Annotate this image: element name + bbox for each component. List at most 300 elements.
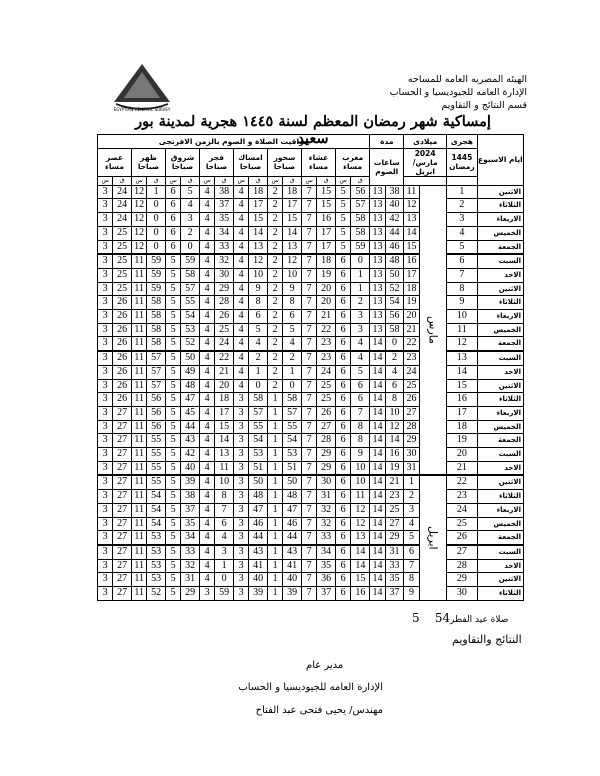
hour-cell: 4 (200, 406, 215, 420)
minute-cell: 15 (249, 213, 268, 227)
hour-cell: 5 (166, 475, 181, 489)
hour-cell: 5 (166, 531, 181, 545)
minute-cell: 0 (147, 226, 166, 240)
hour-cell: 3 (98, 379, 113, 393)
hour-cell: 14 (370, 490, 385, 504)
minute-cell: 20 (317, 282, 336, 296)
minute-cell: 58 (147, 323, 166, 337)
minute-cell: 5 (283, 323, 302, 337)
minute-cell: 44 (181, 420, 200, 434)
hour-cell: 7 (302, 448, 317, 462)
hour-cell: 3 (234, 559, 249, 573)
gregorian-day-cell: 18 (404, 282, 419, 296)
hour-cell: 2 (268, 213, 283, 227)
unit-minute: ق (249, 176, 268, 185)
table-row (98, 337, 524, 351)
minute-cell: 52 (147, 587, 166, 601)
hour-cell: 11 (132, 490, 147, 504)
minute-cell: 23 (317, 351, 336, 365)
weekday-cell: السبت (477, 545, 523, 559)
minute-cell: 27 (113, 461, 132, 475)
minute-cell: 46 (283, 517, 302, 531)
minute-cell: 33 (215, 240, 234, 254)
gregorian-day-cell: 16 (404, 254, 419, 268)
minute-cell: 9 (351, 448, 370, 462)
minute-cell: 26 (113, 365, 132, 379)
minute-cell: 58 (249, 393, 268, 407)
hour-cell: 6 (336, 254, 351, 268)
gregorian-day-cell: 19 (404, 296, 419, 310)
hour-cell: 13 (370, 268, 385, 282)
minute-cell: 49 (181, 365, 200, 379)
hijri-day-cell: 13 (447, 351, 478, 365)
hour-cell: 4 (234, 240, 249, 254)
weekday-cell: الخميس (477, 420, 523, 434)
minute-cell: 59 (147, 282, 166, 296)
hour-cell: 13 (370, 213, 385, 227)
weekday-cell: الثلاثاء (477, 199, 523, 213)
table-row (98, 254, 524, 268)
hour-cell: 3 (234, 434, 249, 448)
hour-cell: 7 (302, 185, 317, 199)
hour-cell: 4 (234, 199, 249, 213)
minute-cell: 1 (283, 365, 302, 379)
hour-cell: 11 (132, 448, 147, 462)
hour-cell: 4 (200, 296, 215, 310)
table-row (98, 199, 524, 213)
minute-cell: 13 (283, 240, 302, 254)
minute-cell: 26 (113, 296, 132, 310)
gregorian-day-cell: 30 (404, 448, 419, 462)
department-name: الإدارة العامه للجيوديسيا و الحساب (238, 682, 383, 693)
hijri-day-cell: 9 (447, 296, 478, 310)
minute-cell: 27 (113, 475, 132, 489)
hour-cell: 11 (132, 323, 147, 337)
minute-cell: 6 (385, 379, 404, 393)
hour-cell: 4 (234, 337, 249, 351)
hour-cell: 3 (98, 559, 113, 573)
hour-cell: 6 (336, 268, 351, 282)
hour-cell: 11 (132, 296, 147, 310)
minute-cell: 31 (181, 573, 200, 587)
minute-cell: 16 (385, 448, 404, 462)
minute-cell: 4 (215, 531, 234, 545)
hour-cell: 3 (234, 448, 249, 462)
hour-cell: 5 (166, 254, 181, 268)
minute-cell: 20 (317, 296, 336, 310)
hour-cell: 13 (370, 199, 385, 213)
minute-cell: 26 (113, 323, 132, 337)
minute-cell: 3 (351, 323, 370, 337)
table-row (98, 448, 524, 462)
hour-cell: 4 (234, 310, 249, 324)
minute-cell: 39 (283, 587, 302, 601)
minute-cell: 4 (249, 337, 268, 351)
hour-cell: 6 (336, 517, 351, 531)
minute-cell: 2 (249, 351, 268, 365)
table-row (98, 587, 524, 601)
minute-cell: 22 (215, 351, 234, 365)
weekday-cell: الخميس (477, 517, 523, 531)
minute-cell: 48 (385, 254, 404, 268)
hijri-day-cell: 14 (447, 365, 478, 379)
minute-cell: 34 (181, 531, 200, 545)
minute-cell: 56 (351, 185, 370, 199)
hour-cell: 1 (268, 531, 283, 545)
minute-cell: 57 (181, 282, 200, 296)
minute-cell: 7 (351, 406, 370, 420)
hour-cell: 3 (98, 268, 113, 282)
hour-cell: 7 (302, 379, 317, 393)
minute-cell: 35 (215, 213, 234, 227)
hour-cell: 3 (234, 545, 249, 559)
table-row (98, 475, 524, 489)
hour-cell: 4 (234, 323, 249, 337)
hour-cell: 14 (370, 503, 385, 517)
table-row (98, 490, 524, 504)
minute-cell: 17 (215, 406, 234, 420)
hour-cell: 5 (166, 393, 181, 407)
weekday-cell: الجمعة (477, 337, 523, 351)
hour-cell: 7 (302, 490, 317, 504)
minute-cell: 50 (249, 475, 268, 489)
minute-cell: 40 (181, 461, 200, 475)
gregorian-day-cell: 31 (404, 461, 419, 475)
minute-cell: 37 (385, 587, 404, 601)
minute-cell: 57 (283, 406, 302, 420)
hour-cell: 14 (370, 434, 385, 448)
hour-cell: 7 (302, 517, 317, 531)
hour-cell: 1 (268, 490, 283, 504)
minute-cell: 14 (385, 434, 404, 448)
hour-cell: 7 (302, 282, 317, 296)
weekday-cell: السبت (477, 448, 523, 462)
minute-cell: 0 (283, 379, 302, 393)
hour-cell: 3 (234, 406, 249, 420)
org-line-2: الإدارة العامه للجيوديسيا و الحساب (389, 87, 527, 98)
hour-cell: 11 (132, 587, 147, 601)
unit-hour: س (98, 176, 113, 185)
weekday-cell: الجمعة (477, 531, 523, 545)
hour-cell: 7 (302, 420, 317, 434)
hour-cell: 2 (268, 185, 283, 199)
minute-cell: 17 (317, 240, 336, 254)
minute-cell: 43 (181, 434, 200, 448)
minute-cell: 12 (283, 254, 302, 268)
minute-cell: 54 (147, 490, 166, 504)
minute-cell: 25 (317, 379, 336, 393)
minute-cell: 59 (351, 240, 370, 254)
minute-cell: 59 (147, 268, 166, 282)
minute-cell: 0 (181, 240, 200, 254)
weekday-cell: الثلاثاء (477, 587, 523, 601)
hour-cell: 11 (132, 461, 147, 475)
weekday-cell: الجمعة (477, 240, 523, 254)
minute-cell: 0 (351, 254, 370, 268)
hour-cell: 12 (132, 213, 147, 227)
minute-cell: 8 (249, 296, 268, 310)
hijri-day-cell: 1 (447, 185, 478, 199)
gregorian-day-cell: 26 (404, 393, 419, 407)
minute-cell: 19 (317, 268, 336, 282)
hour-cell: 1 (268, 545, 283, 559)
hour-cell: 3 (98, 337, 113, 351)
hour-cell: 11 (132, 282, 147, 296)
minute-cell: 44 (385, 226, 404, 240)
minute-cell: 27 (113, 559, 132, 573)
minute-cell: 50 (385, 268, 404, 282)
results-dept: النتائج والتقاويم (452, 633, 522, 646)
minute-cell: 6 (283, 310, 302, 324)
minute-cell: 5 (181, 185, 200, 199)
gregorian-day-cell: 4 (404, 517, 419, 531)
table-row (98, 517, 524, 531)
minute-cell: 42 (385, 213, 404, 227)
org-line-1: الهيئه المصريه العامه للمساحه (407, 74, 527, 85)
hour-cell: 13 (370, 254, 385, 268)
hour-cell: 4 (200, 268, 215, 282)
hour-cell: 11 (132, 434, 147, 448)
minute-cell: 10 (215, 475, 234, 489)
minute-cell: 28 (317, 434, 336, 448)
hour-cell: 3 (98, 490, 113, 504)
table-row (98, 323, 524, 337)
minute-cell: 38 (181, 490, 200, 504)
minute-cell: 55 (147, 475, 166, 489)
hour-cell: 11 (132, 310, 147, 324)
hour-cell: 11 (132, 503, 147, 517)
minute-cell: 51 (249, 461, 268, 475)
minute-cell: 51 (283, 461, 302, 475)
gregorian-day-cell: 2 (404, 490, 419, 504)
hijri-header: هجرى (447, 135, 478, 149)
hour-cell: 5 (166, 282, 181, 296)
hijri-day-cell: 18 (447, 420, 478, 434)
hour-cell: 6 (336, 475, 351, 489)
minute-cell: 0 (147, 240, 166, 254)
hour-cell: 3 (98, 351, 113, 365)
organization-header (327, 73, 527, 112)
minute-cell: 35 (181, 517, 200, 531)
minute-cell: 25 (113, 240, 132, 254)
minute-cell: 56 (147, 393, 166, 407)
minute-cell: 59 (181, 254, 200, 268)
minute-cell: 58 (351, 226, 370, 240)
hour-cell: 6 (336, 503, 351, 517)
authority-logo (102, 58, 182, 114)
maghrib-header: مغرب مساء (336, 148, 370, 176)
hour-cell: 4 (200, 282, 215, 296)
minute-cell: 20 (215, 379, 234, 393)
minute-cell: 34 (317, 545, 336, 559)
minute-cell: 26 (317, 406, 336, 420)
minute-cell: 23 (385, 490, 404, 504)
minute-cell: 53 (249, 448, 268, 462)
table-row (98, 240, 524, 254)
minute-cell: 8 (385, 393, 404, 407)
unit-minute: ق (147, 176, 166, 185)
minute-cell: 52 (385, 282, 404, 296)
hour-cell: 7 (302, 573, 317, 587)
hour-cell: 4 (200, 503, 215, 517)
hijri-day-cell: 19 (447, 434, 478, 448)
minute-cell: 25 (215, 323, 234, 337)
hour-cell: 13 (370, 282, 385, 296)
minute-cell: 25 (113, 282, 132, 296)
minute-cell: 57 (147, 379, 166, 393)
weekday-cell: الثلاثاء (477, 393, 523, 407)
hour-cell: 2 (268, 282, 283, 296)
hour-cell: 2 (268, 365, 283, 379)
minute-cell: 7 (215, 503, 234, 517)
minute-cell: 26 (113, 337, 132, 351)
hour-cell: 5 (336, 185, 351, 199)
hour-cell: 13 (370, 310, 385, 324)
minute-cell: 58 (147, 337, 166, 351)
hour-cell: 6 (336, 490, 351, 504)
hour-cell: 5 (336, 226, 351, 240)
hour-cell: 4 (234, 185, 249, 199)
minute-cell: 26 (113, 379, 132, 393)
hour-cell: 2 (268, 240, 283, 254)
hour-cell: 3 (98, 393, 113, 407)
hour-cell: 4 (200, 379, 215, 393)
hour-cell: 5 (166, 490, 181, 504)
hour-cell: 7 (302, 254, 317, 268)
hour-cell: 6 (166, 199, 181, 213)
table-row (98, 503, 524, 517)
hijri-day-cell: 25 (447, 517, 478, 531)
imsakiya-table (97, 134, 524, 601)
minute-cell: 10 (351, 475, 370, 489)
hour-cell: 3 (98, 517, 113, 531)
minute-cell: 44 (249, 531, 268, 545)
minute-cell: 29 (215, 282, 234, 296)
minute-cell: 24 (215, 337, 234, 351)
unit-hour: س (336, 176, 351, 185)
hour-cell: 6 (166, 185, 181, 199)
hour-cell: 3 (98, 448, 113, 462)
hour-cell: 3 (98, 296, 113, 310)
hour-cell: 3 (234, 587, 249, 601)
table-row (98, 420, 524, 434)
minute-cell: 47 (181, 393, 200, 407)
hour-cell: 7 (302, 434, 317, 448)
minute-cell: 24 (113, 213, 132, 227)
hour-cell: 7 (302, 310, 317, 324)
hour-cell: 5 (166, 310, 181, 324)
table-row (98, 434, 524, 448)
minute-cell: 55 (147, 448, 166, 462)
gregorian-unit-cell (404, 176, 447, 185)
hour-cell: 3 (98, 545, 113, 559)
minute-cell: 38 (215, 185, 234, 199)
hijri-day-cell: 10 (447, 310, 478, 324)
hour-cell: 5 (166, 461, 181, 475)
org-line-3: قسم النتائج و التقاويم (441, 100, 527, 111)
hour-cell: 4 (200, 240, 215, 254)
minute-cell: 11 (351, 490, 370, 504)
gregorian-day-cell: 6 (404, 545, 419, 559)
table-row (98, 461, 524, 475)
hour-cell: 5 (166, 323, 181, 337)
minute-cell: 26 (113, 351, 132, 365)
hour-cell: 1 (268, 448, 283, 462)
weekday-cell: الاحد (477, 365, 523, 379)
eid-prayer-label: صلاة عيد الفطر (450, 615, 509, 625)
hour-cell: 6 (166, 240, 181, 254)
document-title: إمساكية شهر رمضان المعظم لسنة ١٤٤٥ هجرية لمدينة بور سعيد (135, 113, 491, 147)
hour-cell: 1 (268, 420, 283, 434)
hour-cell: 4 (200, 351, 215, 365)
hijri-day-cell: 3 (447, 213, 478, 227)
minute-cell: 4 (351, 337, 370, 351)
minute-cell: 3 (351, 310, 370, 324)
minute-cell: 23 (317, 337, 336, 351)
hour-cell: 1 (268, 573, 283, 587)
hour-cell: 4 (200, 573, 215, 587)
minute-cell: 27 (317, 420, 336, 434)
director-title: مدير عام (306, 660, 344, 671)
minute-cell: 53 (283, 448, 302, 462)
minute-cell: 13 (249, 240, 268, 254)
minute-cell: 31 (385, 545, 404, 559)
minute-cell: 53 (147, 531, 166, 545)
minute-cell: 57 (147, 351, 166, 365)
hour-cell: 12 (132, 226, 147, 240)
gregorian-day-cell: 5 (404, 531, 419, 545)
weekday-cell: الاثنين (477, 475, 523, 489)
table-row (98, 365, 524, 379)
gregorian-day-cell: 28 (404, 420, 419, 434)
hour-cell: 11 (132, 351, 147, 365)
hour-cell: 6 (336, 310, 351, 324)
minute-cell: 6 (215, 517, 234, 531)
minute-cell: 8 (351, 434, 370, 448)
hour-cell: 4 (200, 185, 215, 199)
minute-cell: 15 (317, 199, 336, 213)
hour-cell: 4 (200, 199, 215, 213)
minute-cell: 0 (147, 213, 166, 227)
minute-cell: 47 (249, 503, 268, 517)
hour-cell: 12 (132, 199, 147, 213)
minute-cell: 21 (385, 475, 404, 489)
gregorian-day-cell: 3 (404, 503, 419, 517)
hijri-day-cell: 30 (447, 587, 478, 601)
hour-cell: 3 (200, 587, 215, 601)
minute-cell: 53 (181, 323, 200, 337)
minute-cell: 10 (283, 268, 302, 282)
hijri-day-cell: 7 (447, 268, 478, 282)
minute-cell: 5 (249, 323, 268, 337)
hour-cell: 4 (200, 226, 215, 240)
minute-cell: 0 (147, 199, 166, 213)
hour-cell: 11 (132, 365, 147, 379)
table-row (98, 185, 524, 199)
minute-cell: 14 (351, 545, 370, 559)
minute-cell: 35 (385, 573, 404, 587)
hijri-day-cell: 6 (447, 254, 478, 268)
minute-cell: 1 (351, 282, 370, 296)
month-april: ابريل (419, 475, 446, 600)
minute-cell: 39 (249, 587, 268, 601)
hour-cell: 6 (336, 531, 351, 545)
minute-cell: 40 (385, 199, 404, 213)
hour-cell: 1 (268, 559, 283, 573)
hour-cell: 14 (370, 587, 385, 601)
hour-cell: 6 (336, 573, 351, 587)
minute-cell: 3 (181, 213, 200, 227)
